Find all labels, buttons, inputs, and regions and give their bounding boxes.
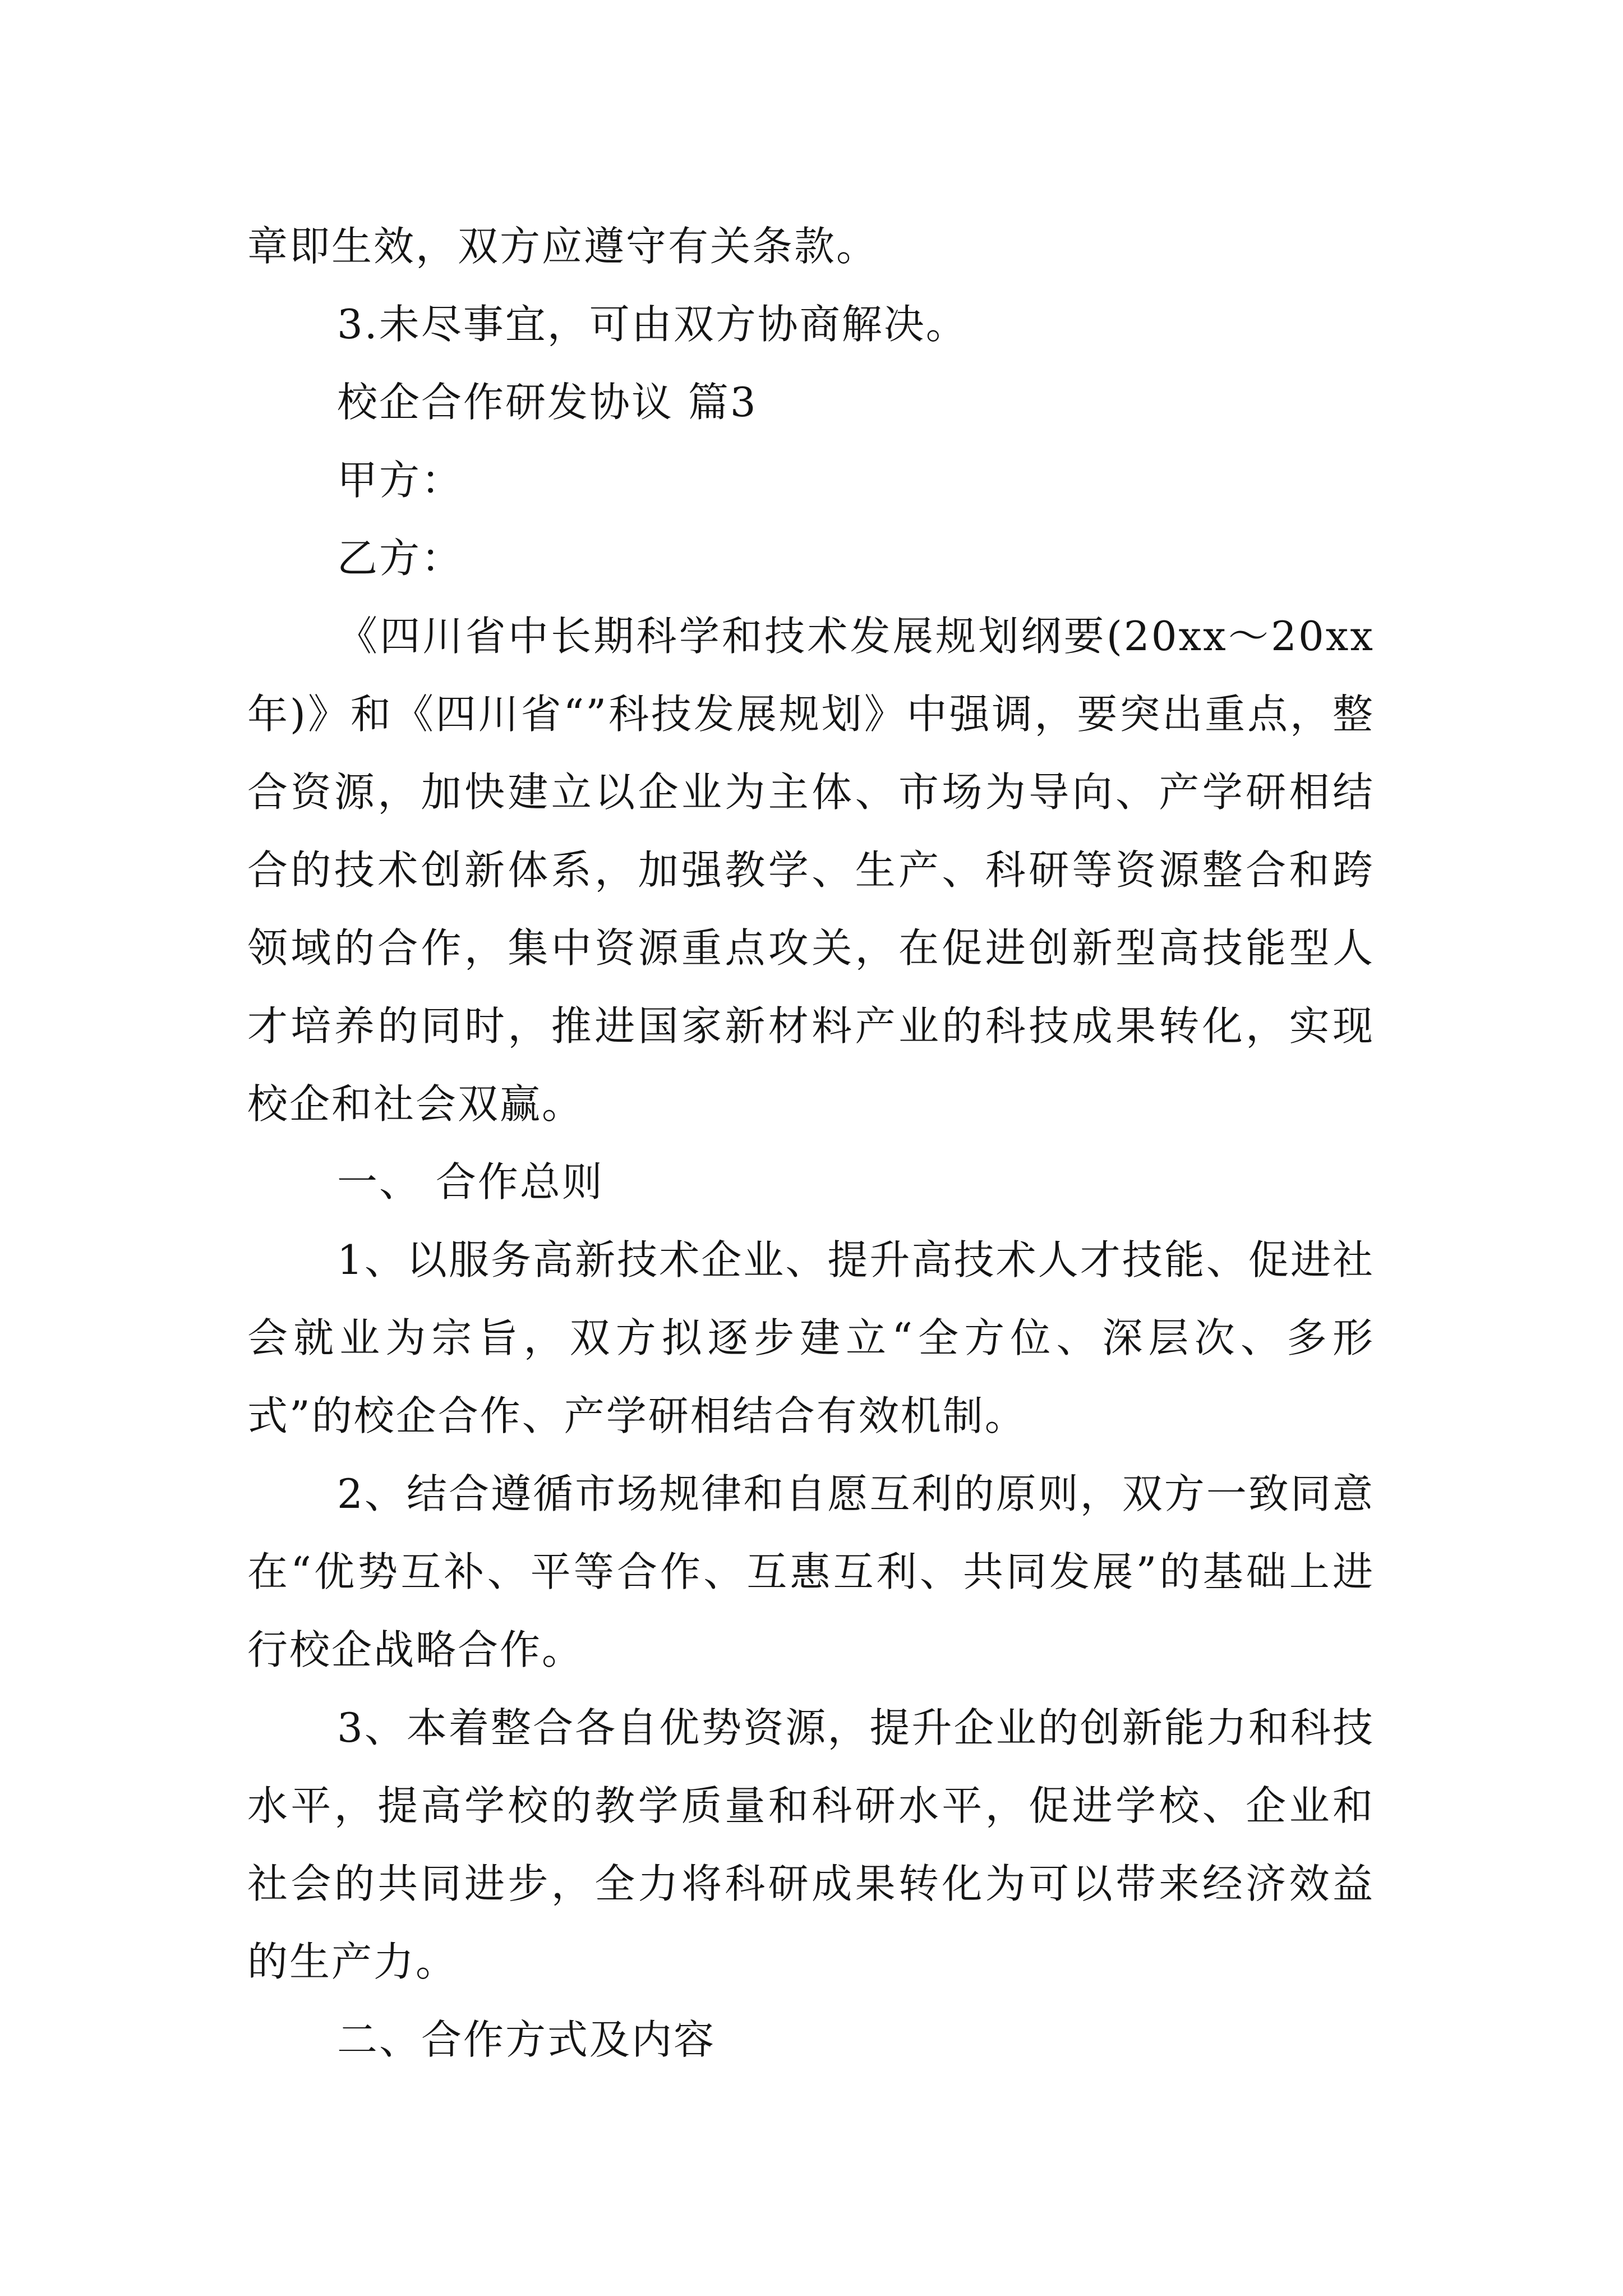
party-b-label: 乙方： bbox=[337, 535, 464, 582]
paragraph-clause-3: 3.未尽事宜，可由双方协商解决。 bbox=[337, 301, 968, 348]
document-body bbox=[247, 208, 1375, 2079]
party-a-label: 甲方： bbox=[337, 457, 464, 504]
paragraph-continuation: 章即生效，双方应遵守有关条款。 bbox=[247, 223, 879, 270]
paragraph-principle-1: 1、以服务高新技术企业、提升高技术人才技能、促进社会就业为宗旨，双方拟逐步建立“全方位、深层次、多形式”的校企合作、产学研相结合有效机制。 bbox=[247, 1236, 1375, 1439]
heading-general-principles: 一、 合作总则 bbox=[337, 1158, 604, 1205]
paragraph-principle-3: 3、本着整合各自优势资源，提升企业的创新能力和科技水平，提高学校的教学质量和科研水平，促进学校、企业和社会的共同进步，全力将科研成果转化为可以带来经济效益的生产力。 bbox=[247, 1704, 1375, 1985]
paragraph-principle-2: 2、结合遵循市场规律和自愿互利的原则，双方一致同意在“优势互补、平等合作、互惠互利、共同发展”的基础上进行校企战略合作。 bbox=[247, 1470, 1375, 1673]
heading-cooperation-methods: 二、合作方式及内容 bbox=[337, 2016, 716, 2063]
paragraph-preamble: 《四川省中长期科学和技术发展规划纲要(20xx～20xx年)》和《四川省“”科技发展规划》中强调，要突出重点，整合资源，加快建立以企业为主体、市场为导向、产学研相结合的技术创新体系，加强教学、生产、科研等资源整合和跨领域的合作，集中资源重点攻关，在促进创新型高技能型人才培养的同时，推进国家新材料产业的科技成果转化，实现校企和社会双赢。 bbox=[247, 613, 1375, 1128]
section-title: 校企合作研发协议 篇3 bbox=[337, 379, 758, 426]
